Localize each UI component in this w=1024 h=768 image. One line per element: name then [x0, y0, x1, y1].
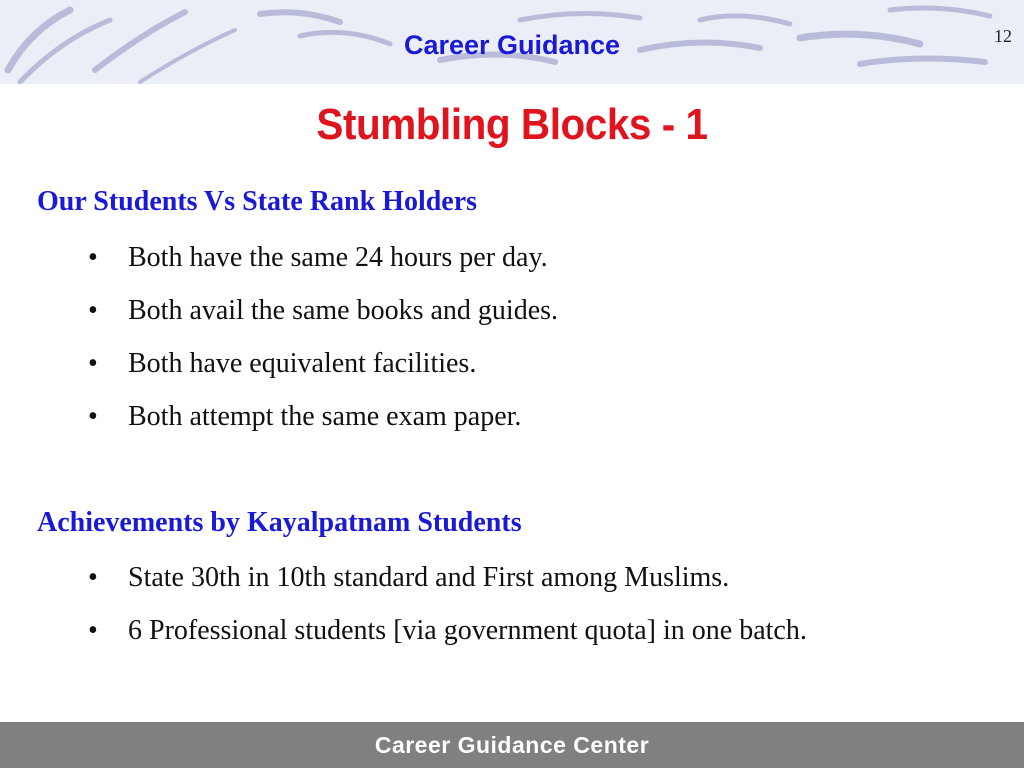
list-item — [88, 615, 807, 647]
list-item — [88, 348, 476, 380]
list-item — [88, 295, 558, 327]
bullet-glyph: • — [88, 295, 98, 326]
header-title: Career Guidance — [403, 30, 621, 60]
bullet-text: 6 Professional students [via government quota] in one batch. — [128, 615, 807, 646]
footer-bar — [0, 722, 1024, 768]
bullet-text: Both have the same 24 hours per day. — [128, 242, 548, 273]
slide-title: Stumbling Blocks - 1 — [316, 100, 708, 149]
bullet-glyph: • — [88, 401, 98, 432]
list-item — [88, 562, 729, 594]
list-item — [88, 401, 521, 433]
section-heading-comparison: Our Students Vs State Rank Holders — [37, 186, 478, 217]
list-item — [88, 242, 548, 274]
page-number: 12 — [994, 26, 1012, 46]
footer-text: Career Guidance Center — [374, 732, 650, 758]
bullet-glyph: • — [88, 348, 98, 379]
header-band — [0, 0, 1024, 84]
bullet-text: State 30th in 10th standard and First among Muslims. — [128, 562, 730, 593]
bullet-text: Both attempt the same exam paper. — [128, 401, 522, 432]
bullet-text: Both avail the same books and guides. — [128, 295, 559, 326]
bullet-glyph: • — [88, 562, 98, 593]
section-heading-achievements: Achievements by Kayalpatnam Students — [37, 507, 522, 538]
bullet-glyph: • — [88, 615, 98, 646]
bullet-glyph: • — [88, 242, 98, 273]
bullet-text: Both have equivalent facilities. — [128, 348, 477, 379]
